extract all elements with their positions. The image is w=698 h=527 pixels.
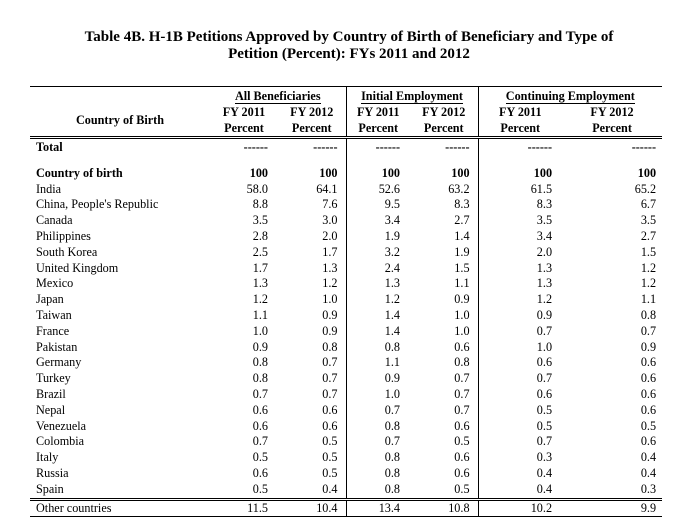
value-cell: 0.9 <box>640 339 657 354</box>
value-cell: 0.6 <box>322 402 338 417</box>
country-row <box>30 450 662 466</box>
country-name: India <box>36 181 62 196</box>
value-cell: 1.5 <box>640 244 657 259</box>
value-cell: 1.1 <box>454 276 470 291</box>
value-cell: 0.6 <box>252 466 268 481</box>
value-cell: 65.2 <box>634 181 657 196</box>
value-cell: 1.3 <box>252 276 268 291</box>
value-cell: 0.9 <box>322 308 338 323</box>
value-cell: 1.4 <box>346 324 410 340</box>
value-cell: 1.4 <box>346 308 410 324</box>
fy-header: FY 2012 <box>422 104 466 119</box>
country-row <box>30 276 662 292</box>
value-cell: 0.9 <box>322 323 338 338</box>
value-cell: 2.7 <box>454 213 470 228</box>
fy-header: FY 2011 <box>478 105 562 121</box>
total-cell: ------ <box>313 139 338 154</box>
value-cell: 0.5 <box>640 418 657 433</box>
value-cell: 0.5 <box>252 450 268 465</box>
section-cell: 100 <box>478 166 562 182</box>
value-cell: 63.2 <box>448 181 470 196</box>
fy-header: FY 2012 <box>290 104 334 119</box>
value-cell: 1.7 <box>252 260 268 275</box>
country-row <box>30 434 662 450</box>
country-row <box>30 245 662 261</box>
country-name: South Korea <box>36 244 98 259</box>
country-name: Italy <box>36 450 59 465</box>
other-cell: 9.9 <box>562 499 662 517</box>
country-row <box>30 308 662 324</box>
value-cell: 64.1 <box>316 181 338 196</box>
value-cell: 0.6 <box>640 355 657 370</box>
country-row <box>30 387 662 403</box>
value-cell: 3.4 <box>346 213 410 229</box>
value-cell: 1.0 <box>454 323 470 338</box>
value-cell: 0.8 <box>454 355 470 370</box>
header-fy-row <box>30 105 662 121</box>
other-cell: 10.8 <box>410 499 478 517</box>
total-cell: ------ <box>243 139 268 154</box>
value-cell: 2.7 <box>640 229 657 244</box>
value-cell: 1.0 <box>252 323 268 338</box>
fy-header: FY 2011 <box>346 105 410 121</box>
total-row <box>30 138 662 156</box>
value-cell: 1.0 <box>454 308 470 323</box>
unit-header: Percent <box>562 121 662 138</box>
country-row <box>30 419 662 435</box>
value-cell: 0.5 <box>478 403 562 419</box>
value-cell: 0.5 <box>478 419 562 435</box>
fy-header: FY 2011 <box>222 104 266 119</box>
value-cell: 1.2 <box>640 276 657 291</box>
value-cell: 0.6 <box>454 450 470 465</box>
country-row <box>30 292 662 308</box>
value-cell: 0.8 <box>346 466 410 482</box>
value-cell: 8.8 <box>252 197 268 212</box>
value-cell: 0.4 <box>322 481 338 496</box>
group-all-beneficiaries: All Beneficiaries <box>210 87 346 105</box>
country-column-header: Country of Birth <box>75 112 165 127</box>
unit-header: Percent <box>278 121 346 138</box>
country-name: United Kingdom <box>36 260 119 275</box>
section-cell: 100 <box>451 165 470 180</box>
value-cell: 0.9 <box>478 308 562 324</box>
value-cell: 8.3 <box>478 197 562 213</box>
value-cell: 0.8 <box>252 371 268 386</box>
country-name: Pakistan <box>36 339 78 354</box>
value-cell: 0.5 <box>252 481 268 496</box>
country-name: Colombia <box>36 434 85 449</box>
country-name: Venezuela <box>36 418 87 433</box>
value-cell: 3.2 <box>346 245 410 261</box>
value-cell: 0.7 <box>454 371 470 386</box>
value-cell: 0.7 <box>454 402 470 417</box>
country-row <box>30 355 662 371</box>
value-cell: 0.8 <box>640 308 657 323</box>
country-name: Taiwan <box>36 308 72 323</box>
value-cell: 0.6 <box>640 371 657 386</box>
value-cell: 0.6 <box>640 434 657 449</box>
value-cell: 1.3 <box>478 261 562 277</box>
value-cell: 1.0 <box>322 292 338 307</box>
value-cell: 0.7 <box>346 403 410 419</box>
value-cell: 1.4 <box>454 229 470 244</box>
country-name: Mexico <box>36 276 74 291</box>
value-cell: 0.7 <box>454 387 470 402</box>
value-cell: 3.0 <box>322 213 338 228</box>
total-cell: ------ <box>631 139 657 154</box>
country-name: Turkey <box>36 371 71 386</box>
value-cell: 3.5 <box>252 213 268 228</box>
section-cell: 100 <box>637 165 657 180</box>
header-empty-cell <box>30 87 210 105</box>
value-cell: 0.9 <box>346 371 410 387</box>
data-table-container <box>30 86 662 517</box>
country-row <box>30 324 662 340</box>
value-cell: 2.5 <box>252 244 268 259</box>
value-cell: 1.9 <box>346 229 410 245</box>
table-title-line-2: Petition (Percent): FYs 2011 and 2012 <box>228 46 470 62</box>
country-name: Japan <box>36 292 64 307</box>
value-cell: 7.6 <box>322 197 338 212</box>
total-cell: ------ <box>445 139 470 154</box>
group-continuing-employment: Continuing Employment <box>478 87 662 105</box>
value-cell: 0.5 <box>322 434 338 449</box>
value-cell: 1.2 <box>478 292 562 308</box>
country-name: Germany <box>36 355 82 370</box>
value-cell: 0.4 <box>640 450 657 465</box>
value-cell: 0.7 <box>478 371 562 387</box>
unit-header: Percent <box>410 121 478 138</box>
value-cell: 0.9 <box>252 339 268 354</box>
group-initial-employment: Initial Employment <box>346 87 478 105</box>
value-cell: 0.6 <box>454 339 470 354</box>
fy-header: FY 2012 <box>590 104 634 119</box>
value-cell: 0.7 <box>252 387 268 402</box>
value-cell: 0.6 <box>478 355 562 371</box>
value-cell: 8.3 <box>454 197 470 212</box>
value-cell: 3.5 <box>640 213 657 228</box>
country-row <box>30 466 662 482</box>
country-row <box>30 340 662 356</box>
value-cell: 1.0 <box>478 340 562 356</box>
country-name: France <box>36 323 70 338</box>
value-cell: 0.5 <box>454 434 470 449</box>
unit-header: Percent <box>346 121 410 138</box>
value-cell: 0.8 <box>346 450 410 466</box>
other-cell: 11.5 <box>210 499 278 517</box>
value-cell: 0.7 <box>346 434 410 450</box>
country-row <box>30 213 662 229</box>
value-cell: 2.4 <box>346 261 410 277</box>
country-row <box>30 182 662 198</box>
section-label: Country of birth <box>36 165 123 180</box>
value-cell: 1.3 <box>322 260 338 275</box>
value-cell: 3.5 <box>478 213 562 229</box>
value-cell: 0.6 <box>478 387 562 403</box>
country-name: Spain <box>36 481 64 496</box>
value-cell: 0.4 <box>640 466 657 481</box>
value-cell: 58.0 <box>246 181 268 196</box>
section-cell: 100 <box>346 166 410 182</box>
value-cell: 0.5 <box>454 481 470 496</box>
value-cell: 0.6 <box>640 387 657 402</box>
value-cell: 3.4 <box>478 229 562 245</box>
value-cell: 1.2 <box>640 260 657 275</box>
value-cell: 0.6 <box>252 418 268 433</box>
table-body <box>30 138 662 517</box>
value-cell: 0.3 <box>478 450 562 466</box>
total-cell: ------ <box>478 138 562 156</box>
unit-header: Percent <box>478 121 562 138</box>
value-cell: 0.7 <box>252 434 268 449</box>
value-cell: 6.7 <box>640 197 657 212</box>
country-name: Brazil <box>36 387 66 402</box>
value-cell: 1.2 <box>252 292 268 307</box>
value-cell: 1.2 <box>346 292 410 308</box>
value-cell: 0.4 <box>478 466 562 482</box>
value-cell: 1.1 <box>252 308 268 323</box>
value-cell: 9.5 <box>346 197 410 213</box>
value-cell: 1.1 <box>346 355 410 371</box>
section-row <box>30 166 662 182</box>
other-countries-row <box>30 499 662 517</box>
value-cell: 0.7 <box>478 324 562 340</box>
value-cell: 0.3 <box>640 481 657 496</box>
value-cell: 0.8 <box>346 340 410 356</box>
country-row <box>30 261 662 277</box>
other-cell: 10.2 <box>478 499 562 517</box>
value-cell: 0.7 <box>640 323 657 338</box>
other-cell: 13.4 <box>346 499 410 517</box>
value-cell: 0.6 <box>454 466 470 481</box>
country-name: China, People's Republic <box>36 197 159 212</box>
value-cell: 2.0 <box>322 229 338 244</box>
value-cell: 0.8 <box>346 419 410 435</box>
value-cell: 0.4 <box>478 482 562 499</box>
value-cell: 0.8 <box>322 339 338 354</box>
value-cell: 1.2 <box>322 276 338 291</box>
section-cell: 100 <box>319 165 338 180</box>
value-cell: 1.5 <box>454 260 470 275</box>
country-row <box>30 403 662 419</box>
value-cell: 0.7 <box>322 371 338 386</box>
value-cell: 0.8 <box>346 482 410 499</box>
other-label: Other countries <box>30 499 210 517</box>
country-row <box>30 371 662 387</box>
value-cell: 0.7 <box>478 434 562 450</box>
value-cell: 61.5 <box>478 182 562 198</box>
value-cell: 0.7 <box>322 355 338 370</box>
value-cell: 1.1 <box>640 292 657 307</box>
table-title <box>0 29 698 63</box>
section-cell: 100 <box>249 165 268 180</box>
value-cell: 0.5 <box>322 466 338 481</box>
value-cell: 2.8 <box>252 229 268 244</box>
h1b-percent-table <box>30 86 662 517</box>
header-group-row <box>30 87 662 105</box>
total-label: Total <box>36 139 63 154</box>
table-title-line-1: Table 4B. H-1B Petitions Approved by Country of Birth of Beneficiary and Type of <box>84 29 614 45</box>
value-cell: 0.6 <box>640 402 657 417</box>
value-cell: 0.6 <box>454 418 470 433</box>
country-name: Canada <box>36 213 73 228</box>
spacer-row <box>30 156 662 166</box>
value-cell: 0.7 <box>322 387 338 402</box>
value-cell: 1.0 <box>346 387 410 403</box>
value-cell: 0.6 <box>252 402 268 417</box>
value-cell: 0.6 <box>322 418 338 433</box>
value-cell: 0.8 <box>252 355 268 370</box>
value-cell: 1.3 <box>346 276 410 292</box>
country-row <box>30 482 662 499</box>
country-name: Nepal <box>36 402 66 417</box>
value-cell: 1.7 <box>322 244 338 259</box>
other-cell: 10.4 <box>278 499 346 517</box>
unit-header: Percent <box>210 121 278 138</box>
total-cell: ------ <box>346 138 410 156</box>
value-cell: 1.3 <box>478 276 562 292</box>
country-row <box>30 229 662 245</box>
country-name: Russia <box>36 466 69 481</box>
value-cell: 0.5 <box>322 450 338 465</box>
country-row <box>30 197 662 213</box>
value-cell: 1.9 <box>454 244 470 259</box>
value-cell: 52.6 <box>346 182 410 198</box>
country-name: Philippines <box>36 229 91 244</box>
value-cell: 0.9 <box>454 292 470 307</box>
value-cell: 2.0 <box>478 245 562 261</box>
